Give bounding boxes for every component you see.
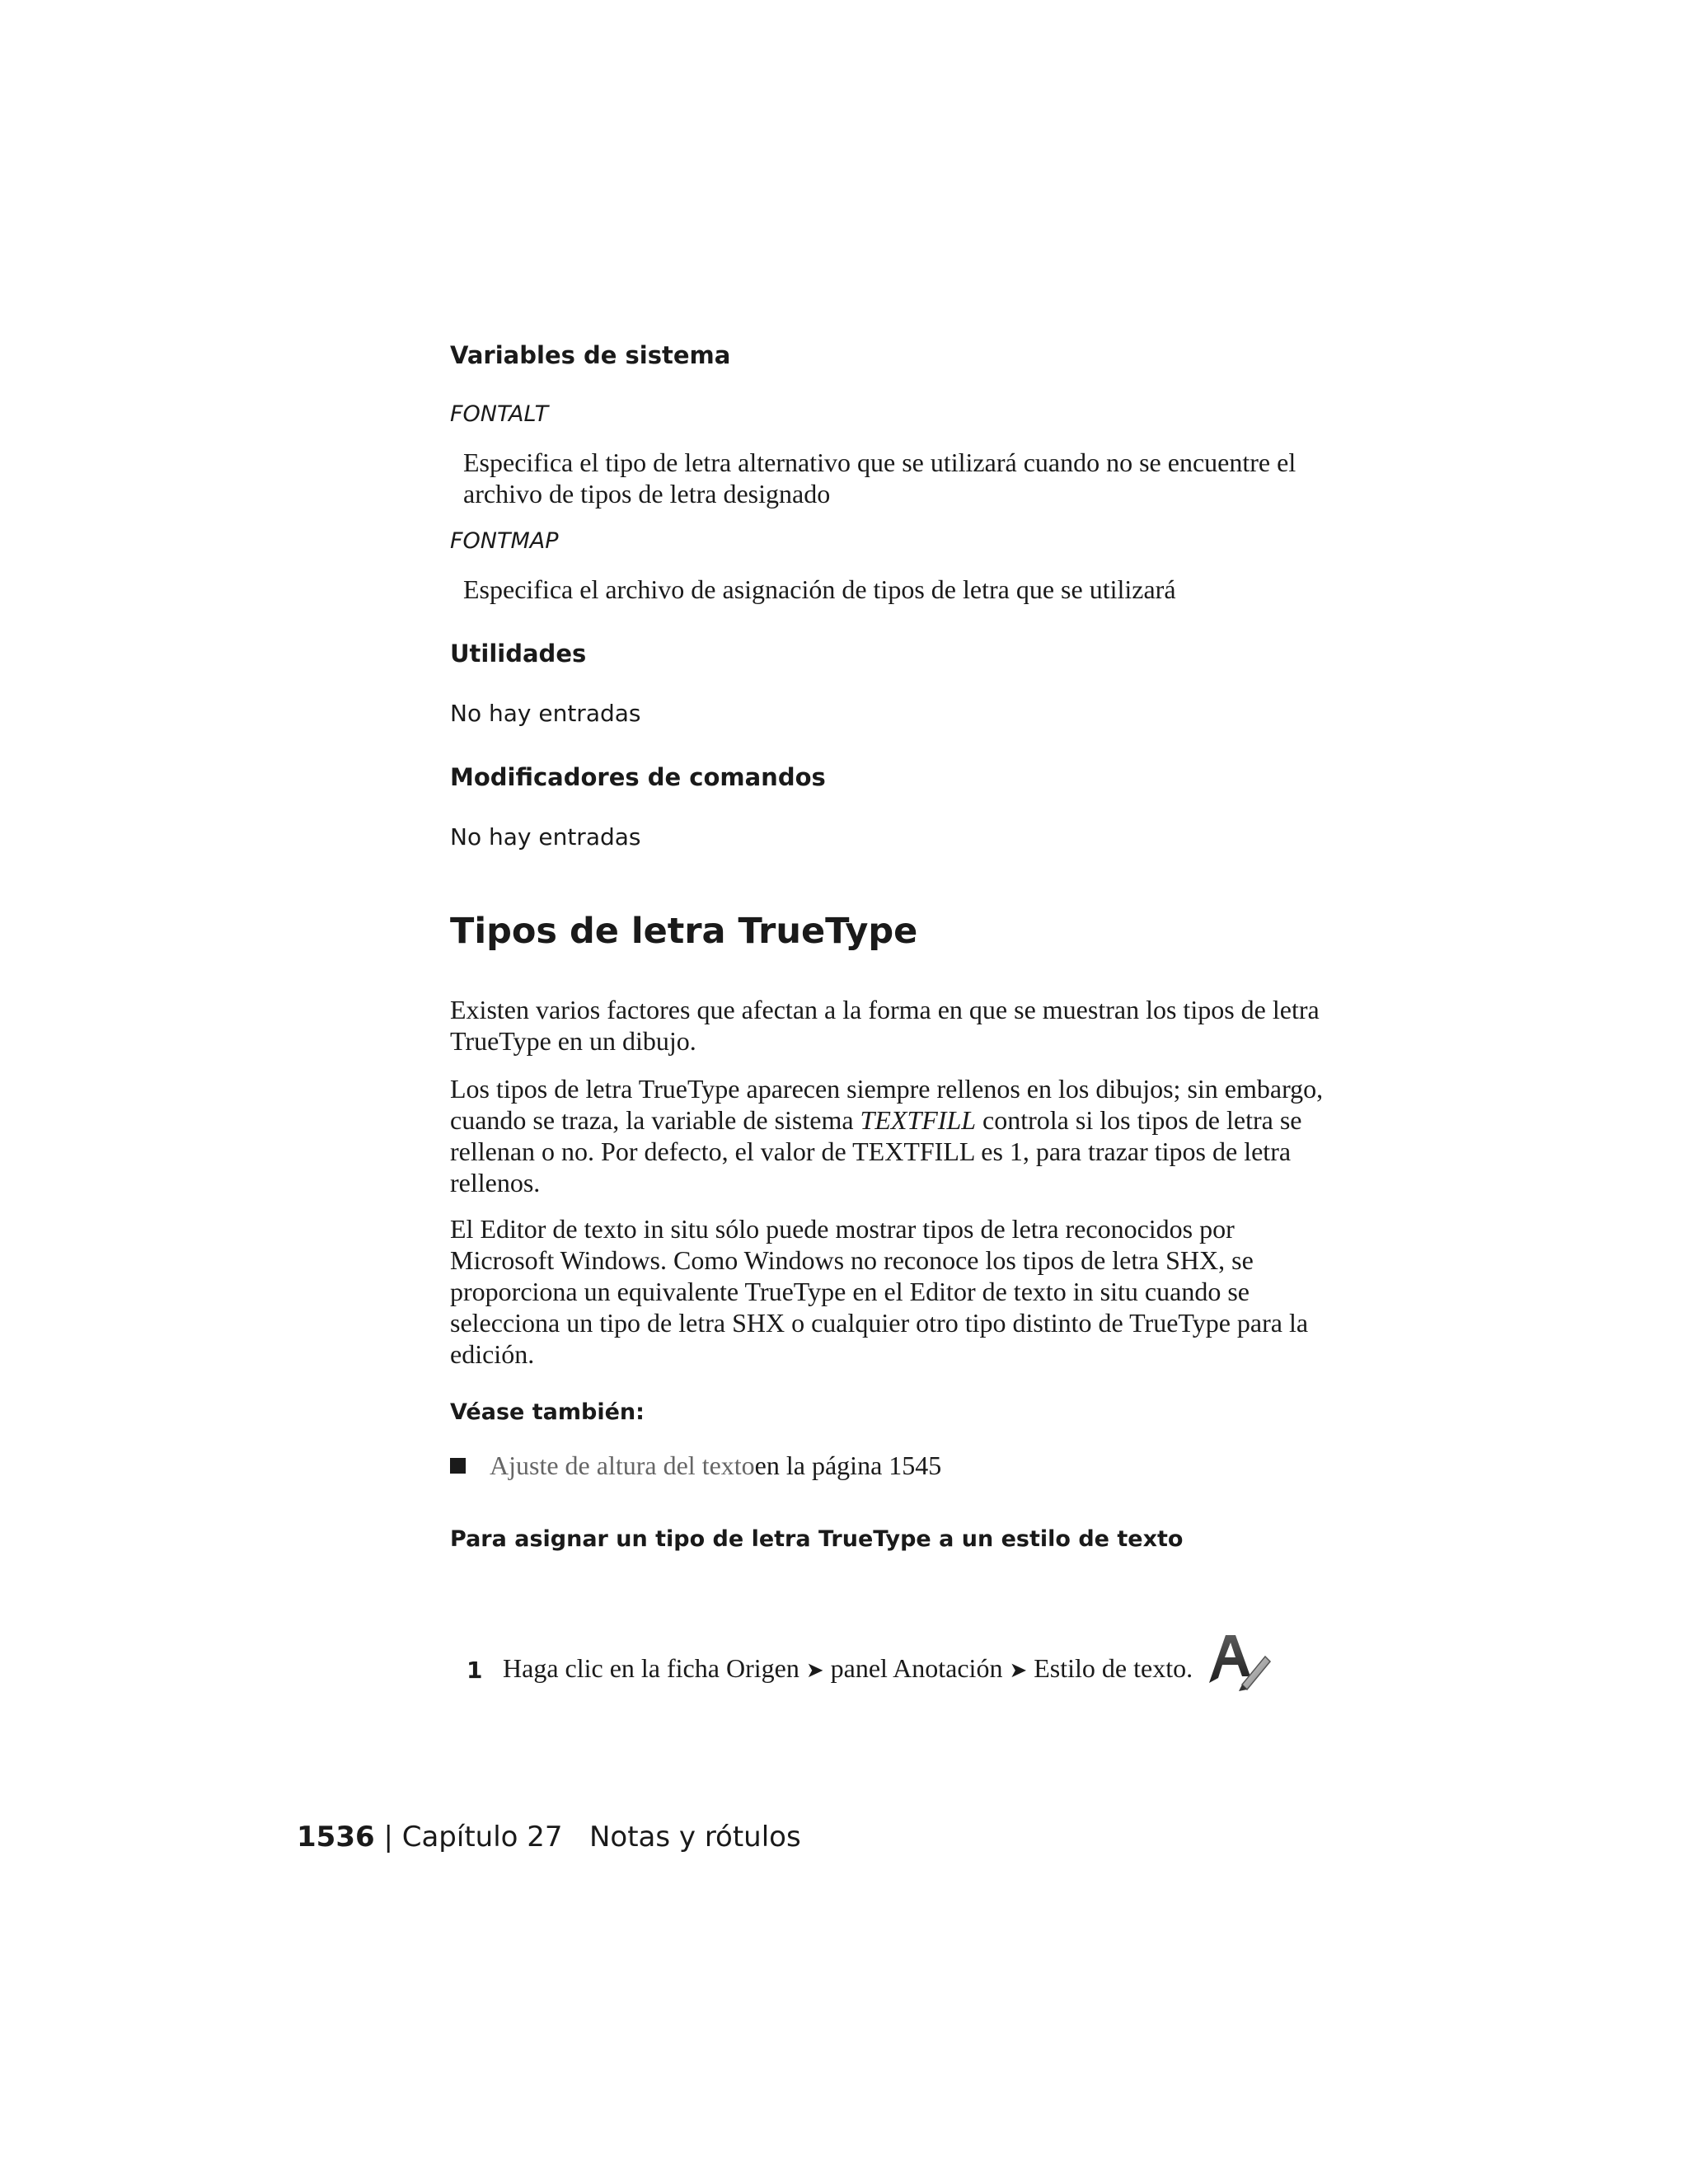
see-also-link[interactable]: Ajuste de altura del texto	[490, 1451, 755, 1480]
chapter-title: Notas y rótulos	[588, 1821, 801, 1854]
see-also-page-ref: en la página 1545	[754, 1451, 942, 1480]
paragraph-textfill	[450, 1073, 1340, 1198]
variable-name-fontmap: FONTMAP	[450, 528, 559, 554]
paragraph-textfill-before: Los tipos de letra TrueType aparecen siempre rellenos en los dibujos; sin embargo, cuando se traza, la variable de sistema	[450, 1074, 1324, 1135]
paragraph-in-place-editor: El Editor de texto in situ sólo puede mostrar tipos de letra reconocidos por Microsoft Windows. Como Windows no reconoce los tipos de letra SHX, se proporciona un equivalente TrueType en el Editor de texto in situ cuando se selecciona un tipo de letra SHX o cualquier otro tipo distinto de TrueType para la edición.	[450, 1214, 1309, 1369]
procedure-step-1	[467, 1629, 1273, 1686]
page-footer	[297, 1820, 801, 1854]
chapter-label: Capítulo 27	[401, 1821, 563, 1854]
utilities-text: No hay entradas	[450, 700, 641, 727]
see-also-heading: Véase también:	[450, 1399, 645, 1425]
paragraph-factors: Existen varios factores que afectan a la forma en que se muestran los tipos de letra TrueType en un dibujo.	[450, 995, 1320, 1056]
command-modifiers-heading: Modificadores de comandos	[450, 763, 826, 791]
paragraph-textfill-after: controla si los tipos de letra se rellenan o no. Por defecto, el valor de TEXTFILL es 1, para trazar tipos de letra rellenos.	[450, 1105, 1302, 1197]
bullet-square-icon	[450, 1458, 466, 1474]
command-modifiers-text: No hay entradas	[450, 823, 641, 851]
utilities-heading: Utilidades	[450, 640, 587, 668]
variable-description-fontalt: Especifica el tipo de letra alternativo que se utilizará cuando no se encuentre el archivo de tipos de letra designado	[463, 448, 1296, 509]
page-number: 1536	[297, 1821, 375, 1854]
see-also-item	[450, 1450, 941, 1481]
system-variables-heading: Variables de sistema	[450, 341, 731, 369]
procedure-title: Para asignar un tipo de letra TrueType a un estilo de texto	[450, 1526, 1184, 1552]
footer-separator: |	[374, 1821, 402, 1854]
section-title: Tipos de letra TrueType	[450, 911, 918, 952]
step-text: Haga clic en la ficha Origen ➤ panel Anotación ➤ Estilo de texto.	[503, 1653, 1193, 1683]
textfill-variable: TEXTFILL	[860, 1105, 977, 1135]
step-number: 1	[467, 1657, 483, 1684]
text-style-icon	[1204, 1629, 1273, 1698]
variable-description-fontmap: Especifica el archivo de asignación de tipos de letra que se utilizará	[463, 574, 1176, 604]
variable-name-fontalt: FONTALT	[450, 401, 549, 427]
arrow-right-icon: ➤	[1009, 1658, 1028, 1683]
arrow-right-icon: ➤	[805, 1658, 824, 1683]
